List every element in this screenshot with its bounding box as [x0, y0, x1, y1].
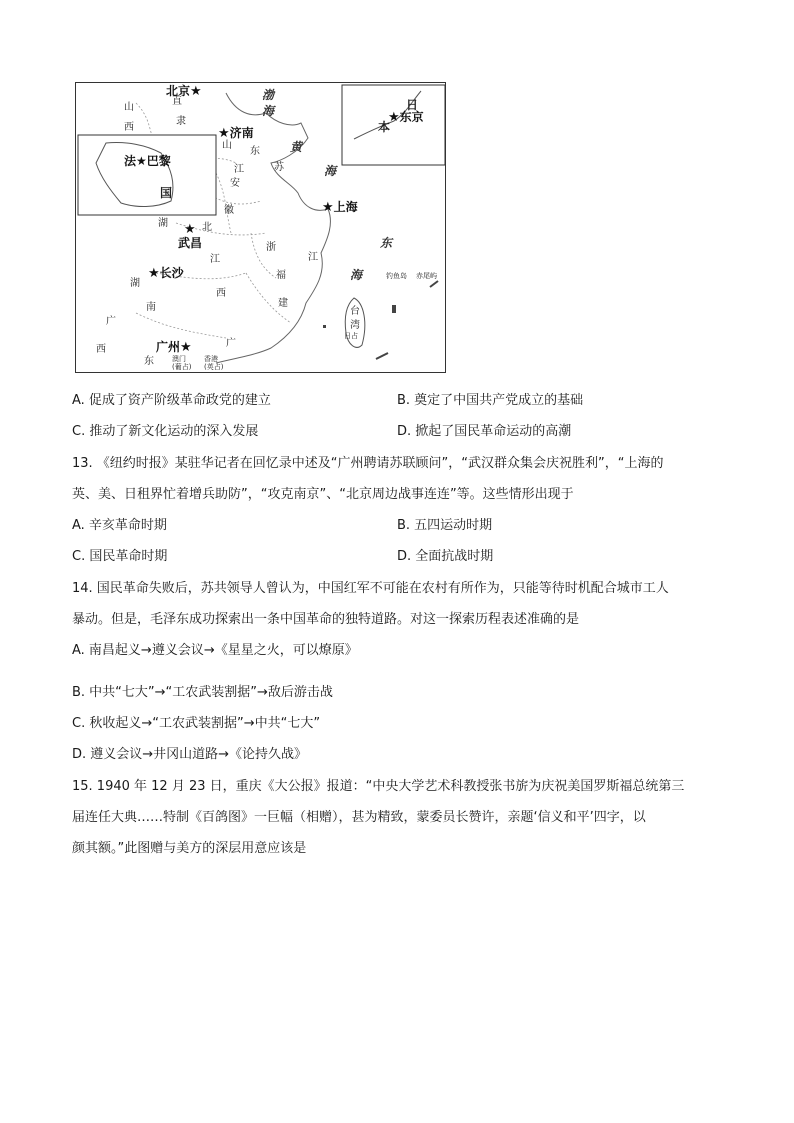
- sea-bohai-1: 渤: [262, 88, 275, 102]
- city-wuchang-star: [184, 223, 196, 236]
- province-guangxi-1: 广: [106, 316, 116, 327]
- q13-stem-line1: 13. 《纽约时报》某驻华记者在回忆录中述及“广州聘请苏联顾问”，“武汉群众集会庆祝胜利”，“上海的: [72, 456, 664, 471]
- province-shanxi-2: 西: [124, 122, 134, 133]
- sea-huang-1: 黄: [290, 140, 303, 154]
- province-hunan-2: 南: [146, 302, 156, 313]
- star-icon: ★: [180, 340, 192, 355]
- star-icon: ★: [388, 110, 400, 125]
- city-wuchang: 武昌: [178, 236, 203, 250]
- city-beijing: 北京★: [166, 84, 202, 99]
- q14-stem-line2: 暴动。但是，毛泽东成功探索出一条中国革命的独特道路。对这一探索历程表述准确的是: [72, 612, 580, 627]
- inset-japan-label-2: 本: [378, 120, 391, 134]
- province-zhejiang-2: 江: [308, 252, 318, 263]
- taiwan-note: 日占: [344, 332, 358, 340]
- q15-stem-line3: 颜其额。”此图赠与美方的深层用意应该是: [72, 841, 307, 856]
- macau-note: (葡占): [172, 363, 192, 371]
- city-tokyo: ★东京: [388, 110, 424, 125]
- q14-option-a[interactable]: A. 南昌起义→遵义会议→《星星之火，可以燎原》: [72, 643, 358, 658]
- province-shandong-1: 山: [222, 140, 232, 151]
- q13-option-d[interactable]: D. 全面抗战时期: [397, 549, 494, 564]
- province-jiangsu-1: 江: [234, 164, 244, 175]
- q12-option-c[interactable]: C. 推动了新文化运动的深入发展: [72, 424, 259, 439]
- province-hunan-1: 湖: [130, 278, 140, 289]
- q13-option-b[interactable]: B. 五四运动时期: [397, 518, 493, 533]
- q15-stem-line1: 15. 1940 年 12 月 23 日，重庆《大公报》报道：“中央大学艺术科教授张书旂为庆祝美国罗斯福总统第三: [72, 779, 685, 794]
- inset-japan-label-1: 日: [406, 98, 419, 112]
- province-guangdong-1: 广: [226, 338, 236, 349]
- q15-stem-line2: 届连任大典……特制《百鸽图》一巨幅（相赠），甚为精致，蒙委员长赞许，亲题‘信义和平’四字，以: [72, 810, 646, 825]
- province-fujian-2: 建: [278, 298, 288, 309]
- province-shandong-2: 东: [250, 146, 260, 157]
- province-taiwan-1: 台: [350, 306, 360, 317]
- q13-stem-line2: 英、美、日租界忙着增兵助防”，“攻克南京”、“北京周边战事连连”等。这些情形出现于: [72, 487, 574, 502]
- province-guangxi-2: 西: [96, 344, 106, 355]
- province-fujian-1: 福: [276, 270, 286, 281]
- star-icon: ★: [190, 84, 202, 99]
- city-shanghai: ★上海: [322, 200, 358, 215]
- city-jinan: ★济南: [218, 126, 254, 141]
- province-jiangsu-2: 苏: [274, 162, 284, 173]
- province-guangdong-2: 东: [144, 356, 154, 367]
- province-anhui-1: 安: [230, 178, 240, 189]
- city-guangzhou: 广州★: [156, 340, 192, 355]
- province-zhili-1: 直: [172, 96, 182, 107]
- city-paris: 法★巴黎: [124, 154, 171, 168]
- q12-option-a[interactable]: A. 促成了资产阶级革命政党的建立: [72, 393, 271, 408]
- q13-option-c[interactable]: C. 国民革命时期: [72, 549, 168, 564]
- q14-option-d[interactable]: D. 遵义会议→井冈山道路→《论持久战》: [72, 747, 308, 762]
- star-icon: ★: [218, 126, 230, 141]
- historical-map: [75, 82, 446, 373]
- province-jiangxi-2: 西: [216, 288, 226, 299]
- q14-option-c[interactable]: C. 秋收起义→“工农武装割据”→中共“七大”: [72, 716, 321, 731]
- hk-note: (英占): [204, 363, 224, 371]
- sea-bohai-2: 海: [262, 104, 275, 118]
- province-shanxi-1: 山: [124, 102, 134, 113]
- province-zhejiang-1: 浙: [266, 242, 276, 253]
- q14-option-b[interactable]: B. 中共“七大”→“工农武装割据”→敌后游击战: [72, 685, 333, 700]
- hk-label: 香港: [204, 355, 218, 363]
- province-hubei-2: 北: [202, 222, 212, 233]
- q12-option-d[interactable]: D. 掀起了国民革命运动的高潮: [397, 424, 572, 439]
- province-zhili-2: 隶: [176, 116, 186, 127]
- q14-stem-line1: 14. 国民革命失败后，苏共领导人曾认为，中国红军不可能在农村有所作为，只能等待时机配合城市工人: [72, 581, 669, 596]
- macau-label: 澳门: [172, 355, 186, 363]
- inset-france-label: 国: [160, 186, 173, 200]
- province-anhui-2: 徽: [224, 205, 234, 216]
- star-icon: ★: [148, 266, 160, 281]
- island-diaoyu: 钓鱼岛: [386, 272, 407, 280]
- island-chiwei: 赤尾屿: [416, 272, 437, 280]
- sea-dong-2: 海: [350, 268, 363, 282]
- province-jiangxi-1: 江: [210, 254, 220, 265]
- province-hubei-1: 湖: [158, 218, 168, 229]
- city-changsha: ★长沙: [148, 266, 184, 281]
- q12-option-b[interactable]: B. 奠定了中国共产党成立的基础: [397, 393, 584, 408]
- sea-dong-1: 东: [380, 236, 393, 250]
- star-icon: ★: [184, 222, 196, 237]
- province-taiwan-2: 湾: [350, 320, 360, 331]
- star-icon: ★: [322, 200, 334, 215]
- sea-huang-2: 海: [324, 164, 337, 178]
- q13-option-a[interactable]: A. 辛亥革命时期: [72, 518, 167, 533]
